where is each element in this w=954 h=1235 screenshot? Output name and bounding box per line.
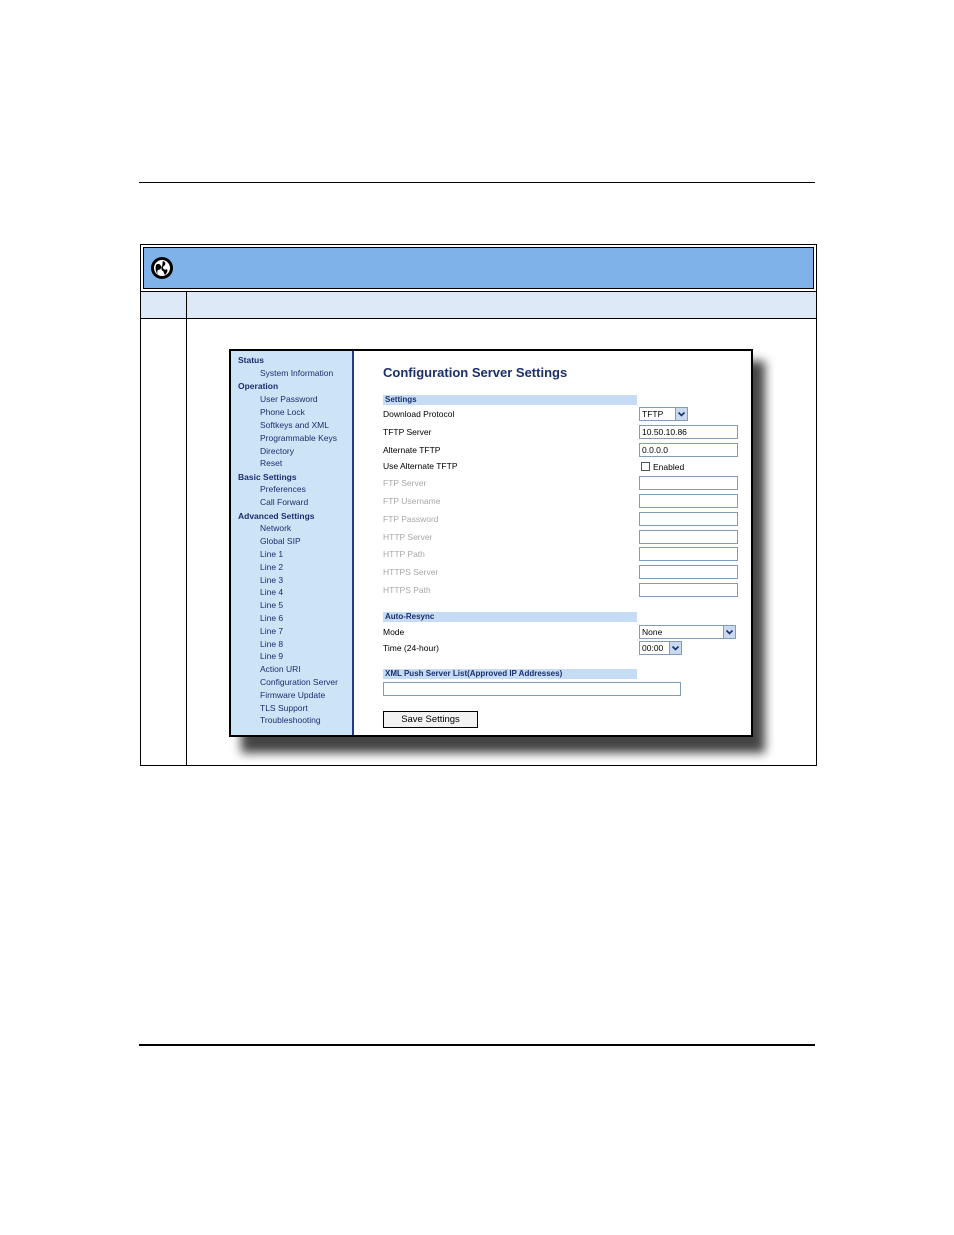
ftp-password-label: FTP Password	[383, 514, 439, 524]
table-header-row	[141, 291, 816, 319]
sidebar-item-line-4[interactable]: Line 4	[260, 587, 284, 597]
download-protocol-label: Download Protocol	[383, 409, 455, 419]
xml-push-server-input[interactable]	[383, 682, 681, 696]
screenshot-frame	[229, 349, 753, 737]
xml-push-section-header: XML Push Server List(Approved IP Addresses)	[383, 669, 637, 679]
download-protocol-select[interactable]	[639, 407, 688, 421]
sidebar-item-line-6[interactable]: Line 6	[260, 613, 284, 623]
sidebar-item-reset[interactable]: Reset	[260, 458, 283, 468]
use-alternate-tftp-checkbox[interactable]	[641, 462, 650, 471]
sidebar-item-system-information[interactable]: System Information	[260, 368, 334, 378]
sidebar-item-user-password[interactable]: User Password	[260, 394, 318, 404]
figure-table	[140, 244, 817, 766]
page-top-rule	[139, 182, 815, 183]
time-value: 00:00	[642, 643, 664, 653]
table-title-bar	[143, 247, 814, 289]
mode-value: None	[642, 627, 663, 637]
sidebar-item-preferences[interactable]: Preferences	[260, 484, 306, 494]
http-path-input[interactable]	[639, 547, 738, 561]
sidebar-item-tls-support[interactable]: TLS Support	[260, 703, 308, 713]
table-column-divider	[186, 291, 187, 765]
http-server-label: HTTP Server	[383, 532, 433, 542]
sidebar-item-troubleshooting[interactable]: Troubleshooting	[260, 715, 321, 725]
use-alternate-tftp-enabled-label: Enabled	[653, 462, 685, 472]
sidebar-item-line-1[interactable]: Line 1	[260, 549, 284, 559]
mode-select[interactable]	[639, 625, 736, 639]
auto-resync-section-header: Auto-Resync	[383, 612, 637, 622]
sidebar-item-softkeys-and-xml[interactable]: Softkeys and XML	[260, 420, 329, 430]
tftp-server-input[interactable]: 10.50.10.86	[639, 425, 738, 439]
http-path-label: HTTP Path	[383, 549, 425, 559]
download-protocol-value: TFTP	[642, 409, 664, 419]
chevron-down-icon	[675, 408, 687, 420]
sidebar-item-line-5[interactable]: Line 5	[260, 600, 284, 610]
https-path-input[interactable]	[639, 583, 738, 597]
ftp-server-input[interactable]	[639, 476, 738, 490]
sidebar-item-line-8[interactable]: Line 8	[260, 639, 284, 649]
config-content	[354, 351, 751, 735]
sidebar-item-configuration-server[interactable]: Configuration Server	[260, 677, 338, 687]
sidebar-section-advanced-settings[interactable]: Advanced Settings	[238, 511, 315, 521]
settings-section-header: Settings	[383, 395, 637, 405]
chevron-down-icon	[723, 626, 735, 638]
sidebar-item-call-forward[interactable]: Call Forward	[260, 497, 309, 507]
mode-label: Mode	[383, 627, 405, 637]
tftp-server-label: TFTP Server	[383, 427, 432, 437]
time-select[interactable]	[639, 641, 682, 655]
sidebar-item-network[interactable]: Network	[260, 523, 292, 533]
sidebar-nav	[231, 351, 354, 735]
page-title: Configuration Server Settings	[383, 365, 568, 380]
alternate-tftp-label: Alternate TFTP	[383, 445, 441, 455]
https-server-label: HTTPS Server	[383, 567, 439, 577]
sidebar-item-global-sip[interactable]: Global SIP	[260, 536, 301, 546]
https-server-input[interactable]	[639, 565, 738, 579]
sidebar-item-line-3[interactable]: Line 3	[260, 575, 284, 585]
page-bottom-rule	[139, 1044, 815, 1046]
save-settings-button[interactable]: Save Settings	[383, 711, 478, 728]
ftp-server-label: FTP Server	[383, 478, 427, 488]
https-path-label: HTTPS Path	[383, 585, 431, 595]
ftp-password-input[interactable]	[639, 512, 738, 526]
sidebar-section-operation[interactable]: Operation	[238, 381, 279, 391]
sidebar-item-programmable-keys[interactable]: Programmable Keys	[260, 433, 338, 443]
time-label: Time (24-hour)	[383, 643, 439, 653]
sidebar-item-directory[interactable]: Directory	[260, 446, 295, 456]
globe-icon	[151, 257, 173, 279]
sidebar-item-action-uri[interactable]: Action URI	[260, 664, 301, 674]
use-alternate-tftp-label: Use Alternate TFTP	[383, 461, 458, 471]
sidebar-section-basic-settings[interactable]: Basic Settings	[238, 472, 297, 482]
sidebar-item-line-2[interactable]: Line 2	[260, 562, 284, 572]
sidebar-item-line-7[interactable]: Line 7	[260, 626, 284, 636]
sidebar-item-phone-lock[interactable]: Phone Lock	[260, 407, 305, 417]
ftp-username-input[interactable]	[639, 494, 738, 508]
sidebar-item-line-9[interactable]: Line 9	[260, 651, 284, 661]
web-ui-screenshot	[229, 349, 753, 737]
chevron-down-icon	[669, 642, 681, 654]
http-server-input[interactable]	[639, 530, 738, 544]
alternate-tftp-input[interactable]: 0.0.0.0	[639, 443, 738, 457]
sidebar-section-status[interactable]: Status	[238, 355, 264, 365]
sidebar-item-firmware-update[interactable]: Firmware Update	[260, 690, 326, 700]
ftp-username-label: FTP Username	[383, 496, 441, 506]
